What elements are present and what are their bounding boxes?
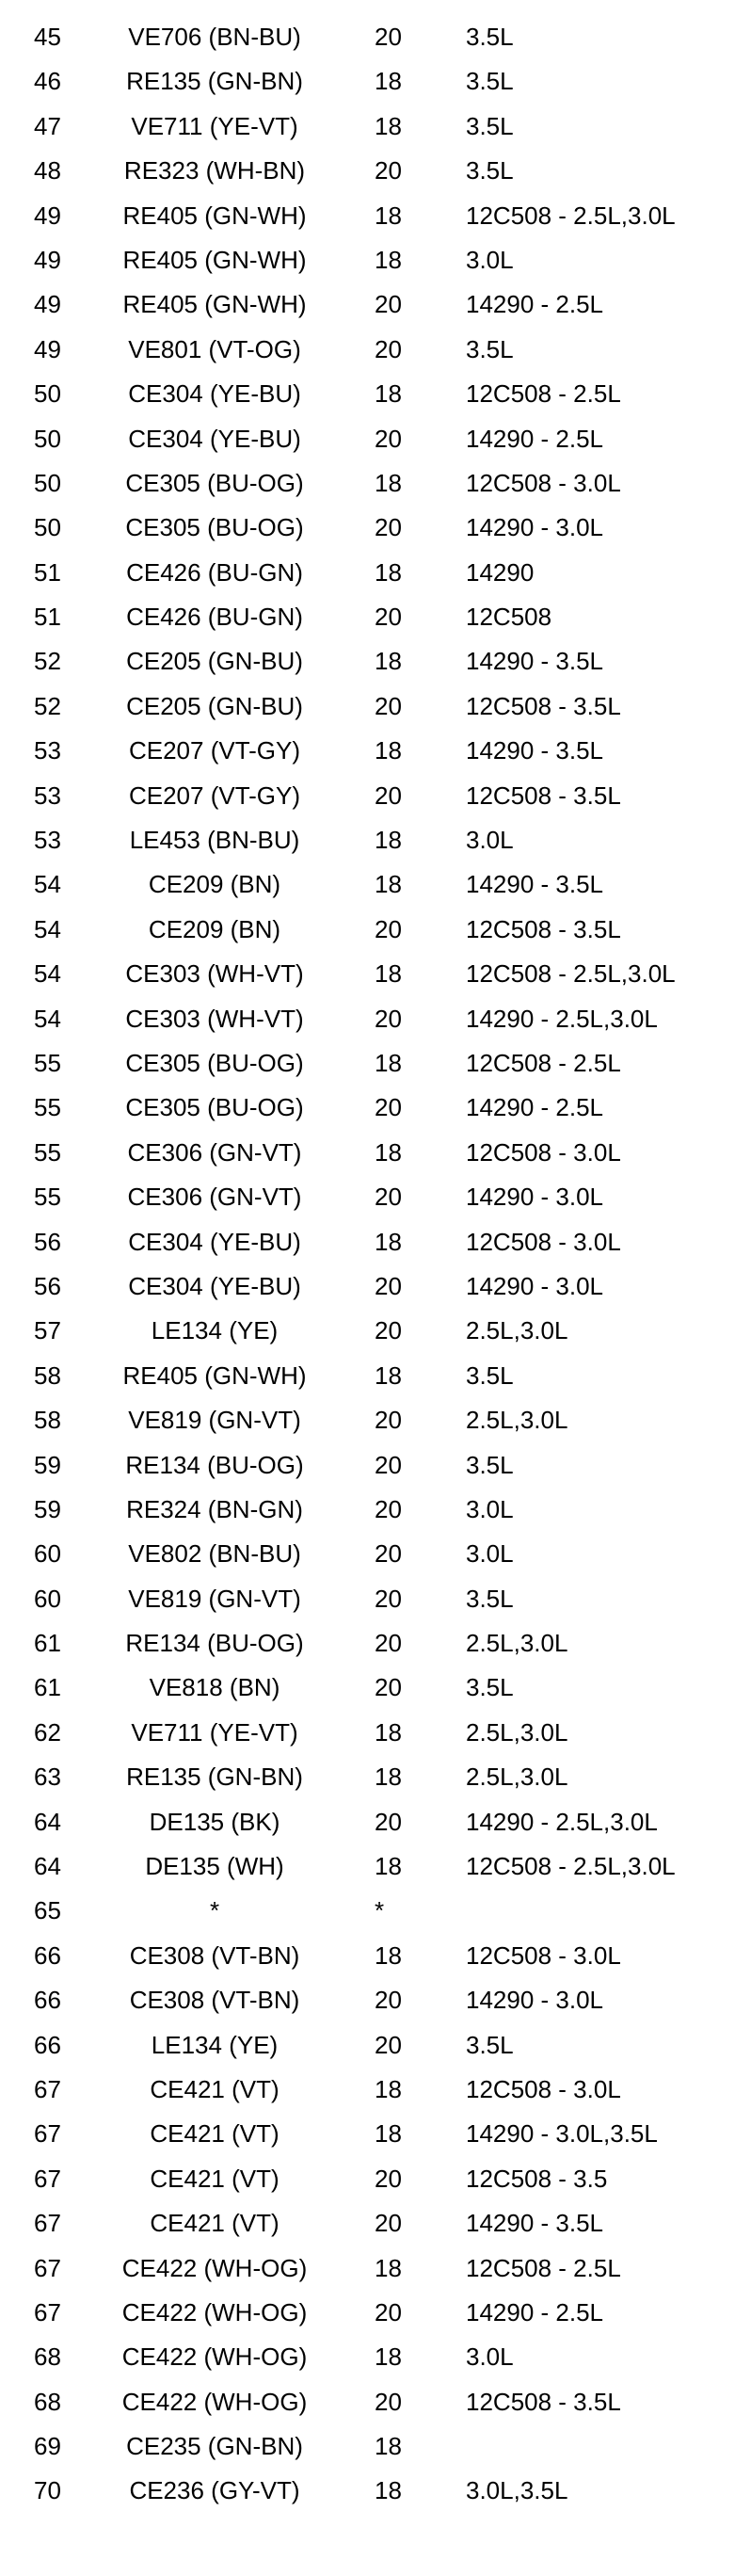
pin-cell: 62 <box>34 1717 61 1747</box>
pin-cell: 60 <box>34 1584 61 1613</box>
table-row <box>0 2335 751 2379</box>
application-cell: 3.5L <box>466 334 514 363</box>
pin-cell: 59 <box>34 1450 61 1479</box>
gauge-cell: 18 <box>375 2476 402 2505</box>
application-cell: 12C508 - 2.5L,3.0L <box>466 1852 676 1881</box>
gauge-cell: 18 <box>375 2343 402 2372</box>
table-row <box>0 1934 751 1978</box>
gauge-cell: 20 <box>375 1004 402 1033</box>
application-cell: 14290 - 2.5L <box>466 290 604 319</box>
gauge-cell: 18 <box>375 201 402 230</box>
application-cell: 12C508 - 3.0L <box>466 2074 621 2103</box>
application-cell: 14290 - 2.5L,3.0L <box>466 1807 658 1836</box>
table-row <box>0 1666 751 1710</box>
application-cell: 12C508 - 3.0L <box>466 1940 621 1970</box>
circuit-cell: VE711 (YE-VT) <box>131 1717 298 1747</box>
application-cell: 12C508 - 3.5L <box>466 914 621 943</box>
pin-cell: 49 <box>34 290 61 319</box>
circuit-cell: CE422 (WH-OG) <box>121 2297 308 2326</box>
circuit-cell: RE135 (GN-BN) <box>126 67 303 96</box>
pin-cell: 66 <box>34 2030 61 2059</box>
table-row <box>0 1264 751 1309</box>
application-cell: 14290 <box>466 557 535 587</box>
application-cell: 14290 - 2.5L <box>466 1093 604 1122</box>
application-cell: 14290 - 3.0L <box>466 1271 604 1300</box>
gauge-cell: 20 <box>375 2297 402 2326</box>
circuit-cell: CE235 (GN-BN) <box>126 2432 303 2461</box>
table-row <box>0 1398 751 1442</box>
application-cell: 12C508 - 3.5L <box>466 691 621 720</box>
pin-cell: 59 <box>34 1494 61 1523</box>
application-cell: 12C508 - 2.5L,3.0L <box>466 959 676 989</box>
table-row <box>0 1800 751 1844</box>
pin-cell: 57 <box>34 1316 61 1345</box>
pin-cell: 55 <box>34 1093 61 1122</box>
pin-cell: 45 <box>34 23 61 51</box>
table-row <box>0 15 751 59</box>
table-row <box>0 417 751 461</box>
pin-cell: 64 <box>34 1852 61 1881</box>
gauge-cell: 20 <box>375 1673 402 1702</box>
pin-cell: 48 <box>34 156 61 185</box>
circuit-cell: CE426 (BU-GN) <box>126 557 303 587</box>
circuit-cell: CE308 (VT-BN) <box>129 1940 300 1970</box>
pin-cell: 61 <box>34 1629 61 1658</box>
circuit-cell: LE134 (YE) <box>151 1316 279 1345</box>
application-cell: 3.5L <box>466 67 514 96</box>
table-row <box>0 551 751 595</box>
application-cell: 12C508 - 3.0L <box>466 1227 621 1256</box>
circuit-cell: CE306 (GN-VT) <box>127 1183 302 1212</box>
wiring-table <box>0 15 751 2514</box>
table-row <box>0 1532 751 1576</box>
circuit-cell: CE303 (WH-VT) <box>125 959 304 989</box>
gauge-cell: 18 <box>375 1763 402 1792</box>
pin-cell: 64 <box>34 1807 61 1836</box>
gauge-cell: * <box>375 1896 385 1925</box>
gauge-cell: 20 <box>375 781 402 810</box>
gauge-cell: 20 <box>375 2030 402 2059</box>
circuit-cell: CE207 (VT-GY) <box>128 736 301 765</box>
circuit-cell: CE421 (VT) <box>150 2119 280 2149</box>
gauge-cell: 20 <box>375 156 402 185</box>
pin-cell: 54 <box>34 959 61 989</box>
pin-cell: 55 <box>34 1183 61 1212</box>
application-cell: 3.0L <box>466 1494 514 1523</box>
circuit-cell: CE308 (VT-BN) <box>129 1986 300 2015</box>
pin-cell: 66 <box>34 1986 61 2015</box>
application-cell: 14290 - 2.5L <box>466 2297 604 2326</box>
circuit-cell: DE135 (BK) <box>149 1807 280 1836</box>
table-row <box>0 461 751 506</box>
application-cell: 12C508 - 3.0L <box>466 1137 621 1167</box>
table-row <box>0 1086 751 1130</box>
pin-cell: 61 <box>34 1673 61 1702</box>
application-cell: 12C508 - 3.0L <box>466 468 621 497</box>
circuit-cell: LE134 (YE) <box>151 2030 279 2059</box>
gauge-cell: 20 <box>375 2209 402 2238</box>
pin-cell: 68 <box>34 2387 61 2416</box>
table-row <box>0 194 751 238</box>
gauge-cell: 20 <box>375 1271 402 1300</box>
pin-cell: 52 <box>34 647 61 676</box>
table-row <box>0 59 751 104</box>
table-row <box>0 2068 751 2112</box>
pin-cell: 50 <box>34 468 61 497</box>
circuit-cell: RE135 (GN-BN) <box>126 1763 303 1792</box>
application-cell: 3.5L <box>466 1673 514 1702</box>
circuit-cell: VE802 (BN-BU) <box>128 1539 301 1569</box>
circuit-cell: CE209 (BN) <box>148 914 281 943</box>
gauge-cell: 20 <box>375 1807 402 1836</box>
gauge-cell: 18 <box>375 736 402 765</box>
pin-cell: 50 <box>34 513 61 542</box>
pin-cell: 55 <box>34 1137 61 1167</box>
circuit-cell: CE426 (BU-GN) <box>126 603 303 632</box>
gauge-cell: 18 <box>375 2432 402 2461</box>
gauge-cell: 18 <box>375 1717 402 1747</box>
table-row <box>0 2424 751 2469</box>
application-cell: 2.5L,3.0L <box>466 1406 568 1435</box>
application-cell: 12C508 - 3.5L <box>466 781 621 810</box>
table-row <box>0 2201 751 2246</box>
circuit-cell: VE706 (BN-BU) <box>128 23 301 51</box>
gauge-cell: 20 <box>375 1183 402 1212</box>
pin-cell: 53 <box>34 826 61 855</box>
gauge-cell: 20 <box>375 914 402 943</box>
circuit-cell: RE134 (BU-OG) <box>125 1450 304 1479</box>
table-row <box>0 2112 751 2156</box>
application-cell: 3.0L <box>466 1539 514 1569</box>
application-cell: 12C508 - 2.5L <box>466 2253 621 2282</box>
pin-cell: 65 <box>34 1896 61 1925</box>
gauge-cell: 18 <box>375 67 402 96</box>
circuit-cell: RE405 (GN-WH) <box>122 1360 307 1390</box>
application-cell: 3.0L,3.5L <box>466 2476 568 2505</box>
application-cell: 3.5L <box>466 156 514 185</box>
circuit-cell: RE405 (GN-WH) <box>122 290 307 319</box>
gauge-cell: 18 <box>375 1137 402 1167</box>
application-cell: 12C508 - 2.5L <box>466 1048 621 1077</box>
circuit-cell: CE205 (GN-BU) <box>126 647 303 676</box>
pin-cell: 67 <box>34 2164 61 2193</box>
pin-cell: 70 <box>34 2476 61 2505</box>
application-cell: 3.5L <box>466 1584 514 1613</box>
table-row <box>0 2246 751 2291</box>
gauge-cell: 20 <box>375 691 402 720</box>
gauge-cell: 18 <box>375 647 402 676</box>
circuit-cell: CE236 (GY-VT) <box>129 2476 300 2505</box>
table-row <box>0 1131 751 1175</box>
pin-cell: 56 <box>34 1227 61 1256</box>
circuit-cell: CE422 (WH-OG) <box>121 2343 308 2372</box>
table-row <box>0 506 751 550</box>
table-row <box>0 2157 751 2201</box>
table-row <box>0 2380 751 2424</box>
circuit-cell: CE305 (BU-OG) <box>125 1093 304 1122</box>
application-cell: 2.5L,3.0L <box>466 1629 568 1658</box>
gauge-cell: 20 <box>375 1584 402 1613</box>
application-cell: 3.5L <box>466 1360 514 1390</box>
table-row <box>0 1175 751 1219</box>
application-cell: 12C508 - 2.5L <box>466 379 621 409</box>
table-row <box>0 282 751 327</box>
circuit-cell: CE209 (BN) <box>148 870 281 899</box>
application-cell: 14290 - 3.5L <box>466 736 604 765</box>
circuit-cell: VE819 (GN-VT) <box>128 1584 301 1613</box>
table-row <box>0 818 751 862</box>
application-cell: 12C508 - 3.5 <box>466 2164 608 2193</box>
table-row <box>0 1220 751 1264</box>
circuit-cell: CE304 (YE-BU) <box>128 379 301 409</box>
application-cell: 3.5L <box>466 1450 514 1479</box>
gauge-cell: 20 <box>375 334 402 363</box>
application-cell: 12C508 - 3.5L <box>466 2387 621 2416</box>
table-row <box>0 774 751 818</box>
table-row <box>0 328 751 372</box>
pin-cell: 55 <box>34 1048 61 1077</box>
pin-cell: 52 <box>34 691 61 720</box>
application-cell: 2.5L,3.0L <box>466 1717 568 1747</box>
table-row <box>0 1621 751 1666</box>
circuit-cell: CE205 (GN-BU) <box>126 691 303 720</box>
circuit-cell: VE819 (GN-VT) <box>128 1406 301 1435</box>
circuit-cell: CE304 (YE-BU) <box>128 1271 301 1300</box>
application-cell: 14290 - 3.0L,3.5L <box>466 2119 658 2149</box>
pin-cell: 54 <box>34 870 61 899</box>
circuit-cell: CE304 (YE-BU) <box>128 424 301 453</box>
table-row <box>0 595 751 639</box>
pin-cell: 53 <box>34 781 61 810</box>
pin-cell: 51 <box>34 603 61 632</box>
application-cell: 3.5L <box>466 23 514 51</box>
gauge-cell: 18 <box>375 2119 402 2149</box>
gauge-cell: 20 <box>375 1450 402 1479</box>
circuit-cell: RE405 (GN-WH) <box>122 245 307 274</box>
pin-cell: 60 <box>34 1539 61 1569</box>
circuit-cell: LE453 (BN-BU) <box>129 826 300 855</box>
pin-cell: 63 <box>34 1763 61 1792</box>
circuit-cell: RE134 (BU-OG) <box>125 1629 304 1658</box>
circuit-cell: CE422 (WH-OG) <box>121 2387 308 2416</box>
circuit-cell: RE324 (BN-GN) <box>126 1494 303 1523</box>
gauge-cell: 18 <box>375 959 402 989</box>
gauge-cell: 20 <box>375 1986 402 2015</box>
table-row <box>0 1443 751 1488</box>
table-row <box>0 1488 751 1532</box>
circuit-cell: CE303 (WH-VT) <box>125 1004 304 1033</box>
pin-cell: 46 <box>34 67 61 96</box>
application-cell: 14290 - 2.5L,3.0L <box>466 1004 658 1033</box>
table-row <box>0 2291 751 2335</box>
pin-cell: 50 <box>34 379 61 409</box>
table-row <box>0 1889 751 1933</box>
pin-cell: 54 <box>34 914 61 943</box>
circuit-cell: VE818 (BN) <box>149 1673 280 1702</box>
application-cell: 2.5L,3.0L <box>466 1316 568 1345</box>
gauge-cell: 18 <box>375 379 402 409</box>
gauge-cell: 20 <box>375 2387 402 2416</box>
gauge-cell: 20 <box>375 1406 402 1435</box>
circuit-cell: CE305 (BU-OG) <box>125 1048 304 1077</box>
pin-cell: 49 <box>34 245 61 274</box>
circuit-cell: CE305 (BU-OG) <box>125 468 304 497</box>
circuit-cell: RE405 (GN-WH) <box>122 201 307 230</box>
table-row <box>0 1041 751 1086</box>
table-row <box>0 1711 751 1755</box>
gauge-cell: 18 <box>375 468 402 497</box>
gauge-cell: 20 <box>375 1093 402 1122</box>
table-row <box>0 105 751 149</box>
pin-cell: 58 <box>34 1360 61 1390</box>
circuit-cell: * <box>209 1896 220 1925</box>
pin-cell: 51 <box>34 557 61 587</box>
pin-cell: 68 <box>34 2343 61 2372</box>
gauge-cell: 18 <box>375 111 402 140</box>
application-cell: 3.0L <box>466 245 514 274</box>
application-cell: 14290 - 3.5L <box>466 870 604 899</box>
circuit-cell: DE135 (WH) <box>145 1852 284 1881</box>
pin-cell: 58 <box>34 1406 61 1435</box>
application-cell: 12C508 - 2.5L,3.0L <box>466 201 676 230</box>
gauge-cell: 20 <box>375 1494 402 1523</box>
circuit-cell: CE421 (VT) <box>150 2074 280 2103</box>
pin-cell: 53 <box>34 736 61 765</box>
table-row <box>0 952 751 996</box>
gauge-cell: 18 <box>375 245 402 274</box>
circuit-cell: CE421 (VT) <box>150 2209 280 2238</box>
table-row <box>0 2469 751 2513</box>
gauge-cell: 18 <box>375 826 402 855</box>
application-cell: 3.0L <box>466 2343 514 2372</box>
pin-cell: 49 <box>34 334 61 363</box>
application-cell: 3.0L <box>466 826 514 855</box>
circuit-cell: CE304 (YE-BU) <box>128 1227 301 1256</box>
gauge-cell: 20 <box>375 290 402 319</box>
gauge-cell: 20 <box>375 1316 402 1345</box>
application-cell: 12C508 <box>466 603 552 632</box>
pin-cell: 69 <box>34 2432 61 2461</box>
table-row <box>0 1755 751 1799</box>
application-cell: 2.5L,3.0L <box>466 1763 568 1792</box>
pin-cell: 49 <box>34 201 61 230</box>
gauge-cell: 20 <box>375 424 402 453</box>
application-cell: 3.5L <box>466 2030 514 2059</box>
gauge-cell: 20 <box>375 2164 402 2193</box>
circuit-cell: CE422 (WH-OG) <box>121 2253 308 2282</box>
table-row <box>0 639 751 684</box>
pin-cell: 67 <box>34 2209 61 2238</box>
pin-cell: 67 <box>34 2074 61 2103</box>
circuit-cell: RE323 (WH-BN) <box>123 156 306 185</box>
application-cell: 14290 - 3.5L <box>466 647 604 676</box>
circuit-cell: CE306 (GN-VT) <box>127 1137 302 1167</box>
circuit-cell: VE711 (YE-VT) <box>131 111 298 140</box>
table-row <box>0 1844 751 1889</box>
table-row <box>0 1978 751 2022</box>
gauge-cell: 20 <box>375 23 402 51</box>
pin-cell: 67 <box>34 2119 61 2149</box>
pin-cell: 56 <box>34 1271 61 1300</box>
table-row <box>0 1354 751 1398</box>
gauge-cell: 20 <box>375 1629 402 1658</box>
table-row <box>0 684 751 729</box>
pin-cell: 66 <box>34 1940 61 1970</box>
application-cell: 14290 - 3.0L <box>466 513 604 542</box>
pin-cell: 54 <box>34 1004 61 1033</box>
table-row <box>0 1577 751 1621</box>
circuit-cell: CE421 (VT) <box>150 2164 280 2193</box>
application-cell: 14290 - 3.0L <box>466 1183 604 1212</box>
gauge-cell: 18 <box>375 870 402 899</box>
gauge-cell: 18 <box>375 1048 402 1077</box>
gauge-cell: 18 <box>375 2074 402 2103</box>
table-row <box>0 729 751 773</box>
circuit-cell: CE207 (VT-GY) <box>128 781 301 810</box>
gauge-cell: 18 <box>375 557 402 587</box>
application-cell: 14290 - 3.0L <box>466 1986 604 2015</box>
table-row <box>0 2023 751 2068</box>
gauge-cell: 18 <box>375 1227 402 1256</box>
table-row <box>0 238 751 282</box>
gauge-cell: 18 <box>375 1360 402 1390</box>
gauge-cell: 20 <box>375 603 402 632</box>
pin-cell: 50 <box>34 424 61 453</box>
application-cell: 14290 - 2.5L <box>466 424 604 453</box>
table-row <box>0 149 751 193</box>
pin-cell: 47 <box>34 111 61 140</box>
table-row <box>0 1309 751 1353</box>
table-row <box>0 372 751 416</box>
application-cell: 3.5L <box>466 111 514 140</box>
gauge-cell: 20 <box>375 1539 402 1569</box>
table-row <box>0 908 751 952</box>
gauge-cell: 18 <box>375 1852 402 1881</box>
pin-cell: 67 <box>34 2253 61 2282</box>
gauge-cell: 18 <box>375 2253 402 2282</box>
circuit-cell: VE801 (VT-OG) <box>128 334 301 363</box>
table-row <box>0 862 751 907</box>
pin-cell: 67 <box>34 2297 61 2326</box>
application-cell: 14290 - 3.5L <box>466 2209 604 2238</box>
gauge-cell: 20 <box>375 513 402 542</box>
circuit-cell: CE305 (BU-OG) <box>125 513 304 542</box>
table-row <box>0 997 751 1041</box>
gauge-cell: 18 <box>375 1940 402 1970</box>
